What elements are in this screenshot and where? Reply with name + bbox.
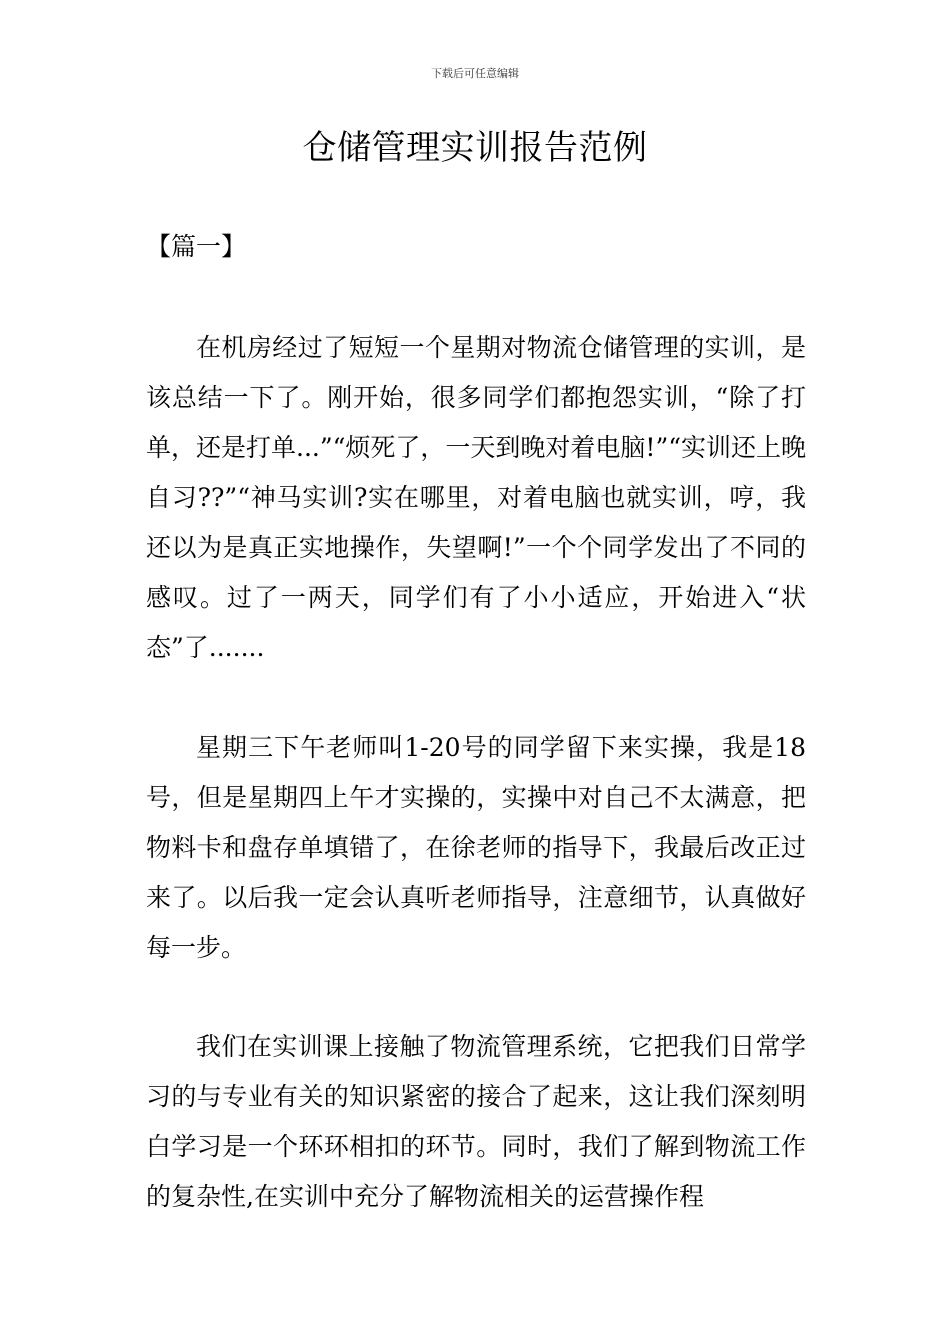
paragraph: 星期三下午老师叫1-20号的同学留下来实操，我是18号，但是星期四上午才实操的，实操中对自己不太满意，把物料卡和盘存单填错了，在徐老师的指导下，我最后改正过来了。以后我一定会认真听老师指导，注意细节，认真做好每一步。 [146,733,806,962]
header-note: 下载后可任意编辑 [431,67,519,80]
paragraph: 在机房经过了短短一个星期对物流仓储管理的实训，是该总结一下了。刚开始，很多同学们都抱怨实训，“除了打单，还是打单...”“烦死了，一天到晚对着电脑!”“实训还上晚自习??”“神马实训?实在哪里，对着电脑也就实训，哼，我还以为是真正实地操作，失望啊!”一个个同学发出了不同的感叹。过了一两天，同学们有了小小适应，开始进入“状态”了....... [146,333,807,662]
section-label: 【篇一】 [146,232,247,261]
document-title: 仓储管理实训报告范例 [302,128,648,168]
paragraph: 我们在实训课上接触了物流管理系统，它把我们日常学习的与专业有关的知识紧密的接合了起来，这让我们深刻明白学习是一个环环相扣的环节。同时，我们了解到物流工作的复杂性,在实训中充分了解物流相关的运营操作程 [146,1032,806,1211]
